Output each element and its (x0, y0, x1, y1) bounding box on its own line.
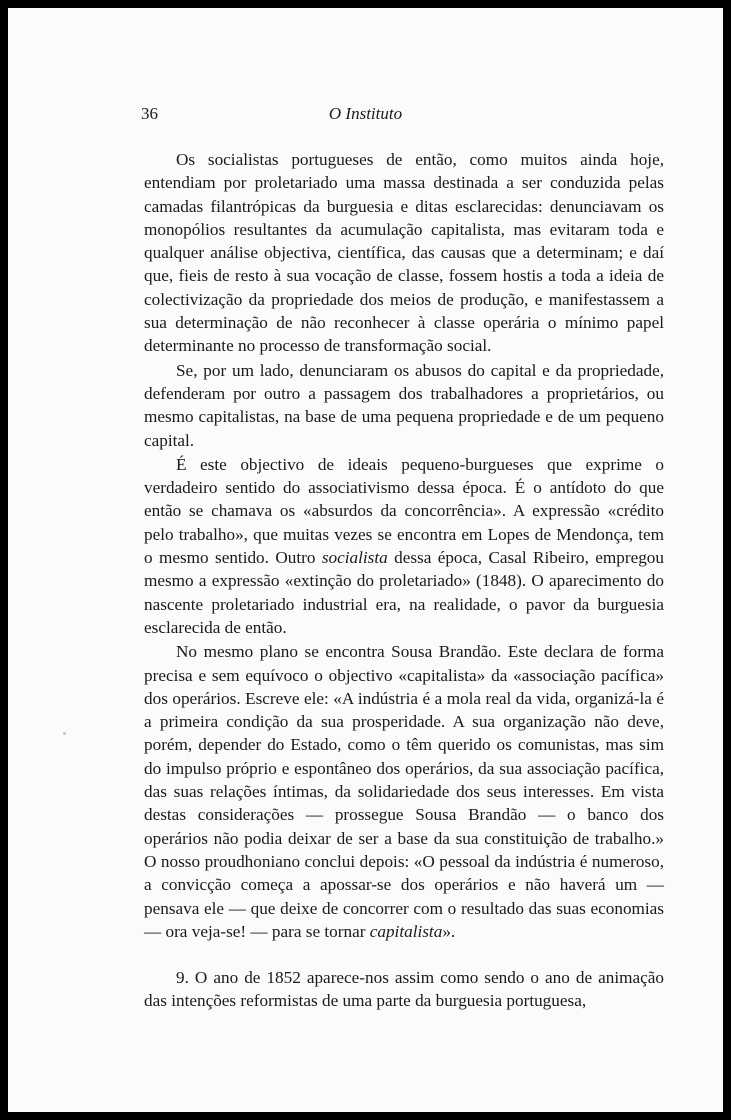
document-page (8, 8, 723, 1112)
scan-speck (63, 732, 66, 735)
running-title: O Instituto (328, 104, 403, 123)
paragraph-3-text-b: dessa época, Casal Ribeiro, empregou mesmo a expressão «extinção do proletariado» (1848). O aparecimento do nascente proletariado industrial era, na realidade, o pavor da burguesia esclarecida de então. (144, 548, 664, 637)
paragraph-3 (144, 453, 664, 639)
paragraph-1: Os socialistas portugueses de então, como muitos ainda hoje, entendiam por proletariado uma massa destinada a ser conduzida pelas camadas filantrópicas da burguesia e ditas esclarecidas: denunciavam os monopólios resultantes da acumulação capitalista, mas evitaram toda e qualquer análise objectiva, científica, das causas que a determinam; e daí que, fieis de resto à sua vocação de classe, fossem hostis a toda a ideia de colectivização da propriedade dos meios de produção, e manifestassem a sua determinação de não reconhecer à classe operária o mínimo papel determinante no processo de transformação social. (144, 150, 664, 356)
page-number: 36 (141, 104, 158, 123)
page-header (8, 104, 723, 128)
body-text (144, 148, 664, 1013)
paragraph-4 (144, 640, 664, 943)
paragraph-2: Se, por um lado, denunciaram os abusos do capital e da propriedade, defenderam por outro a passagem dos trabalhadores a proprietários, ou mesmo capitalistas, na base de uma pequena propriedade e de um pequeno capital. (144, 360, 664, 450)
paragraph-4-text-b: ». (442, 921, 456, 941)
paragraph-3-emphasis: socialista (321, 548, 388, 568)
paragraph-4-emphasis: capitalista (369, 921, 443, 941)
paragraph-5: 9. O ano de 1852 aparece-nos assim como sendo o ano de animação das intenções reformistas de uma parte da burguesia portuguesa, (144, 968, 664, 1011)
paragraph-4-text-a: No mesmo plano se encontra Sousa Brandão. Este declara de forma precisa e sem equívoco o objectivo «capitalista» da «associação pacífica» dos operários. Escreve ele: «A indústria é a mola real da vida, organizá-la é a primeira condição da sua prosperidade. A sua organização não deve, porém, depender do Estado, como o têm querido os comunistas, mas sim do impulso próprio e espontâneo dos operários, da sua associação pacífica, das suas relações íntimas, da solidariedade dos seus interesses. Em vista destas considerações — prossegue Sousa Brandão — o banco dos operários não podia deixar de ser a base da sua constituição de trabalho.» O nosso proudhoniano conclui depois: «O pessoal da indústria é numeroso, a convicção começa a apossar-se dos operários e não haverá um — pensava ele — que deixe de concorrer com o resultado das suas economias — ora veja-se! — para se tornar (144, 642, 664, 941)
paragraph-3-text-a: É este objectivo de ideais pequeno-burgueses que exprime o verdadeiro sentido do associativismo dessa época. É o antídoto do que então se chamava os «absurdos da concorrência». A expressão «crédito pelo trabalho», que muitas vezes se encontra em Lopes de Mendonça, tem o mesmo sentido. Outro (144, 454, 664, 568)
